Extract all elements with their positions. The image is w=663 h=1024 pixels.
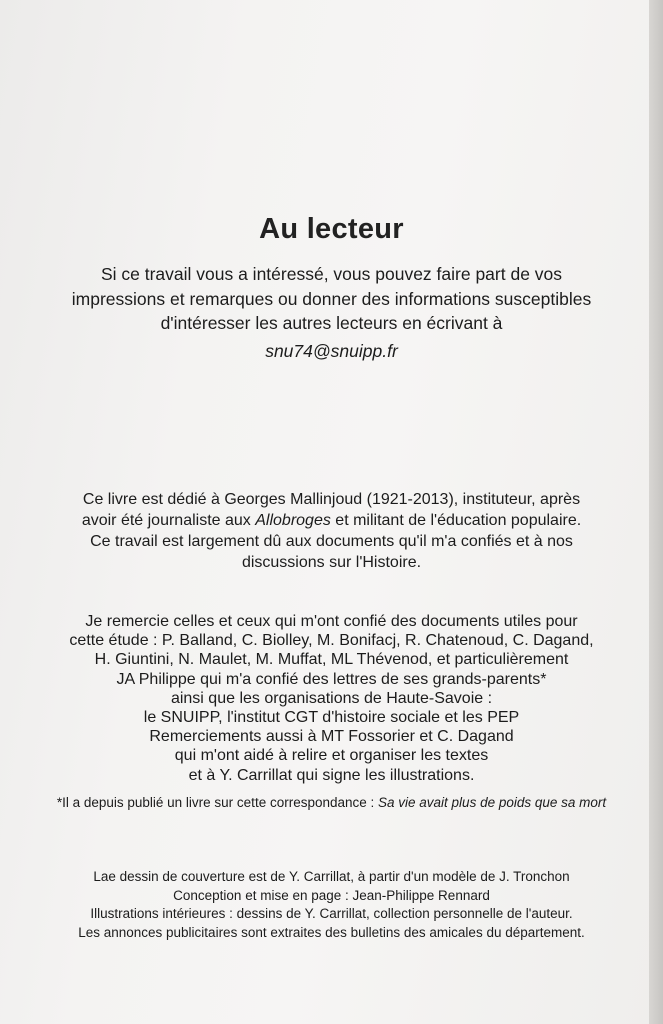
footnote — [0, 795, 663, 810]
intro-line: d'intéresser les autres lecteurs en écrivant à — [160, 313, 503, 333]
dedication-line — [0, 510, 663, 531]
acknowledgements-paragraph — [0, 612, 663, 785]
dedication-line: Ce livre est dédié à Georges Mallinjoud (1921-2013), instituteur, après — [82, 491, 581, 508]
contact-email: snu74@snuipp.fr — [265, 341, 398, 361]
thanks-line: H. Giuntini, N. Maulet, M. Muffat, ML Thévenod, et particulièrement — [94, 651, 569, 669]
thanks-line: Je remercie celles et ceux qui m'ont confié des documents utiles pour — [85, 613, 578, 630]
newspaper-title: Allobroges — [255, 512, 331, 529]
dedication-line: Ce travail est largement dû aux documents qu'il m'a confiés et à nos — [90, 533, 573, 550]
dedication-paragraph — [0, 489, 663, 573]
intro-paragraph — [0, 262, 663, 336]
credit-line: Conception et mise en page : Jean-Philippe Rennard — [173, 887, 490, 903]
thanks-line: et à Y. Carrillat qui signe les illustrations. — [188, 766, 475, 784]
dedication-text: avoir été journaliste aux — [81, 512, 256, 529]
credits-block — [0, 868, 663, 942]
intro-line: Si ce travail vous a intéressé, vous pouvez faire part de vos — [100, 264, 563, 284]
credit-line: Lae dessin de couverture est de Y. Carrillat, à partir d'un modèle de J. Tronchon — [93, 869, 570, 884]
thanks-line: cette étude : P. Balland, C. Biolley, M. Bonifacj, R. Chatenoud, C. Dagand, — [69, 632, 594, 650]
dedication-text: et militant de l'éducation populaire. — [330, 512, 582, 529]
credit-line: Illustrations intérieures : dessins de Y. Carrillat, collection personnelle de l'auteur. — [90, 906, 573, 921]
thanks-line: Remerciements aussi à MT Fossorier et C. Dagand — [149, 728, 514, 746]
thanks-line: JA Philippe qui m'a confié des lettres de ses grands-parents* — [116, 670, 547, 688]
footnote-text: *Il a depuis publié un livre sur cette correspondance : — [56, 795, 379, 810]
dedication-line: discussions sur l'Histoire. — [241, 554, 422, 571]
page-title: Au lecteur — [259, 213, 404, 245]
intro-line: impressions et remarques ou donner des informations susceptibles — [71, 288, 592, 309]
thanks-line: le SNUIPP, l'institut CGT d'histoire sociale et les PEP — [143, 709, 520, 727]
credit-line: Les annonces publicitaires sont extraites des bulletins des amicales du département. — [78, 924, 585, 940]
book-title: Sa vie avait plus de poids que sa mort — [378, 795, 607, 810]
thanks-line: ainsi que les organisations de Haute-Savoie : — [170, 689, 493, 707]
thanks-line: qui m'ont aidé à relire et organiser les textes — [174, 747, 489, 765]
